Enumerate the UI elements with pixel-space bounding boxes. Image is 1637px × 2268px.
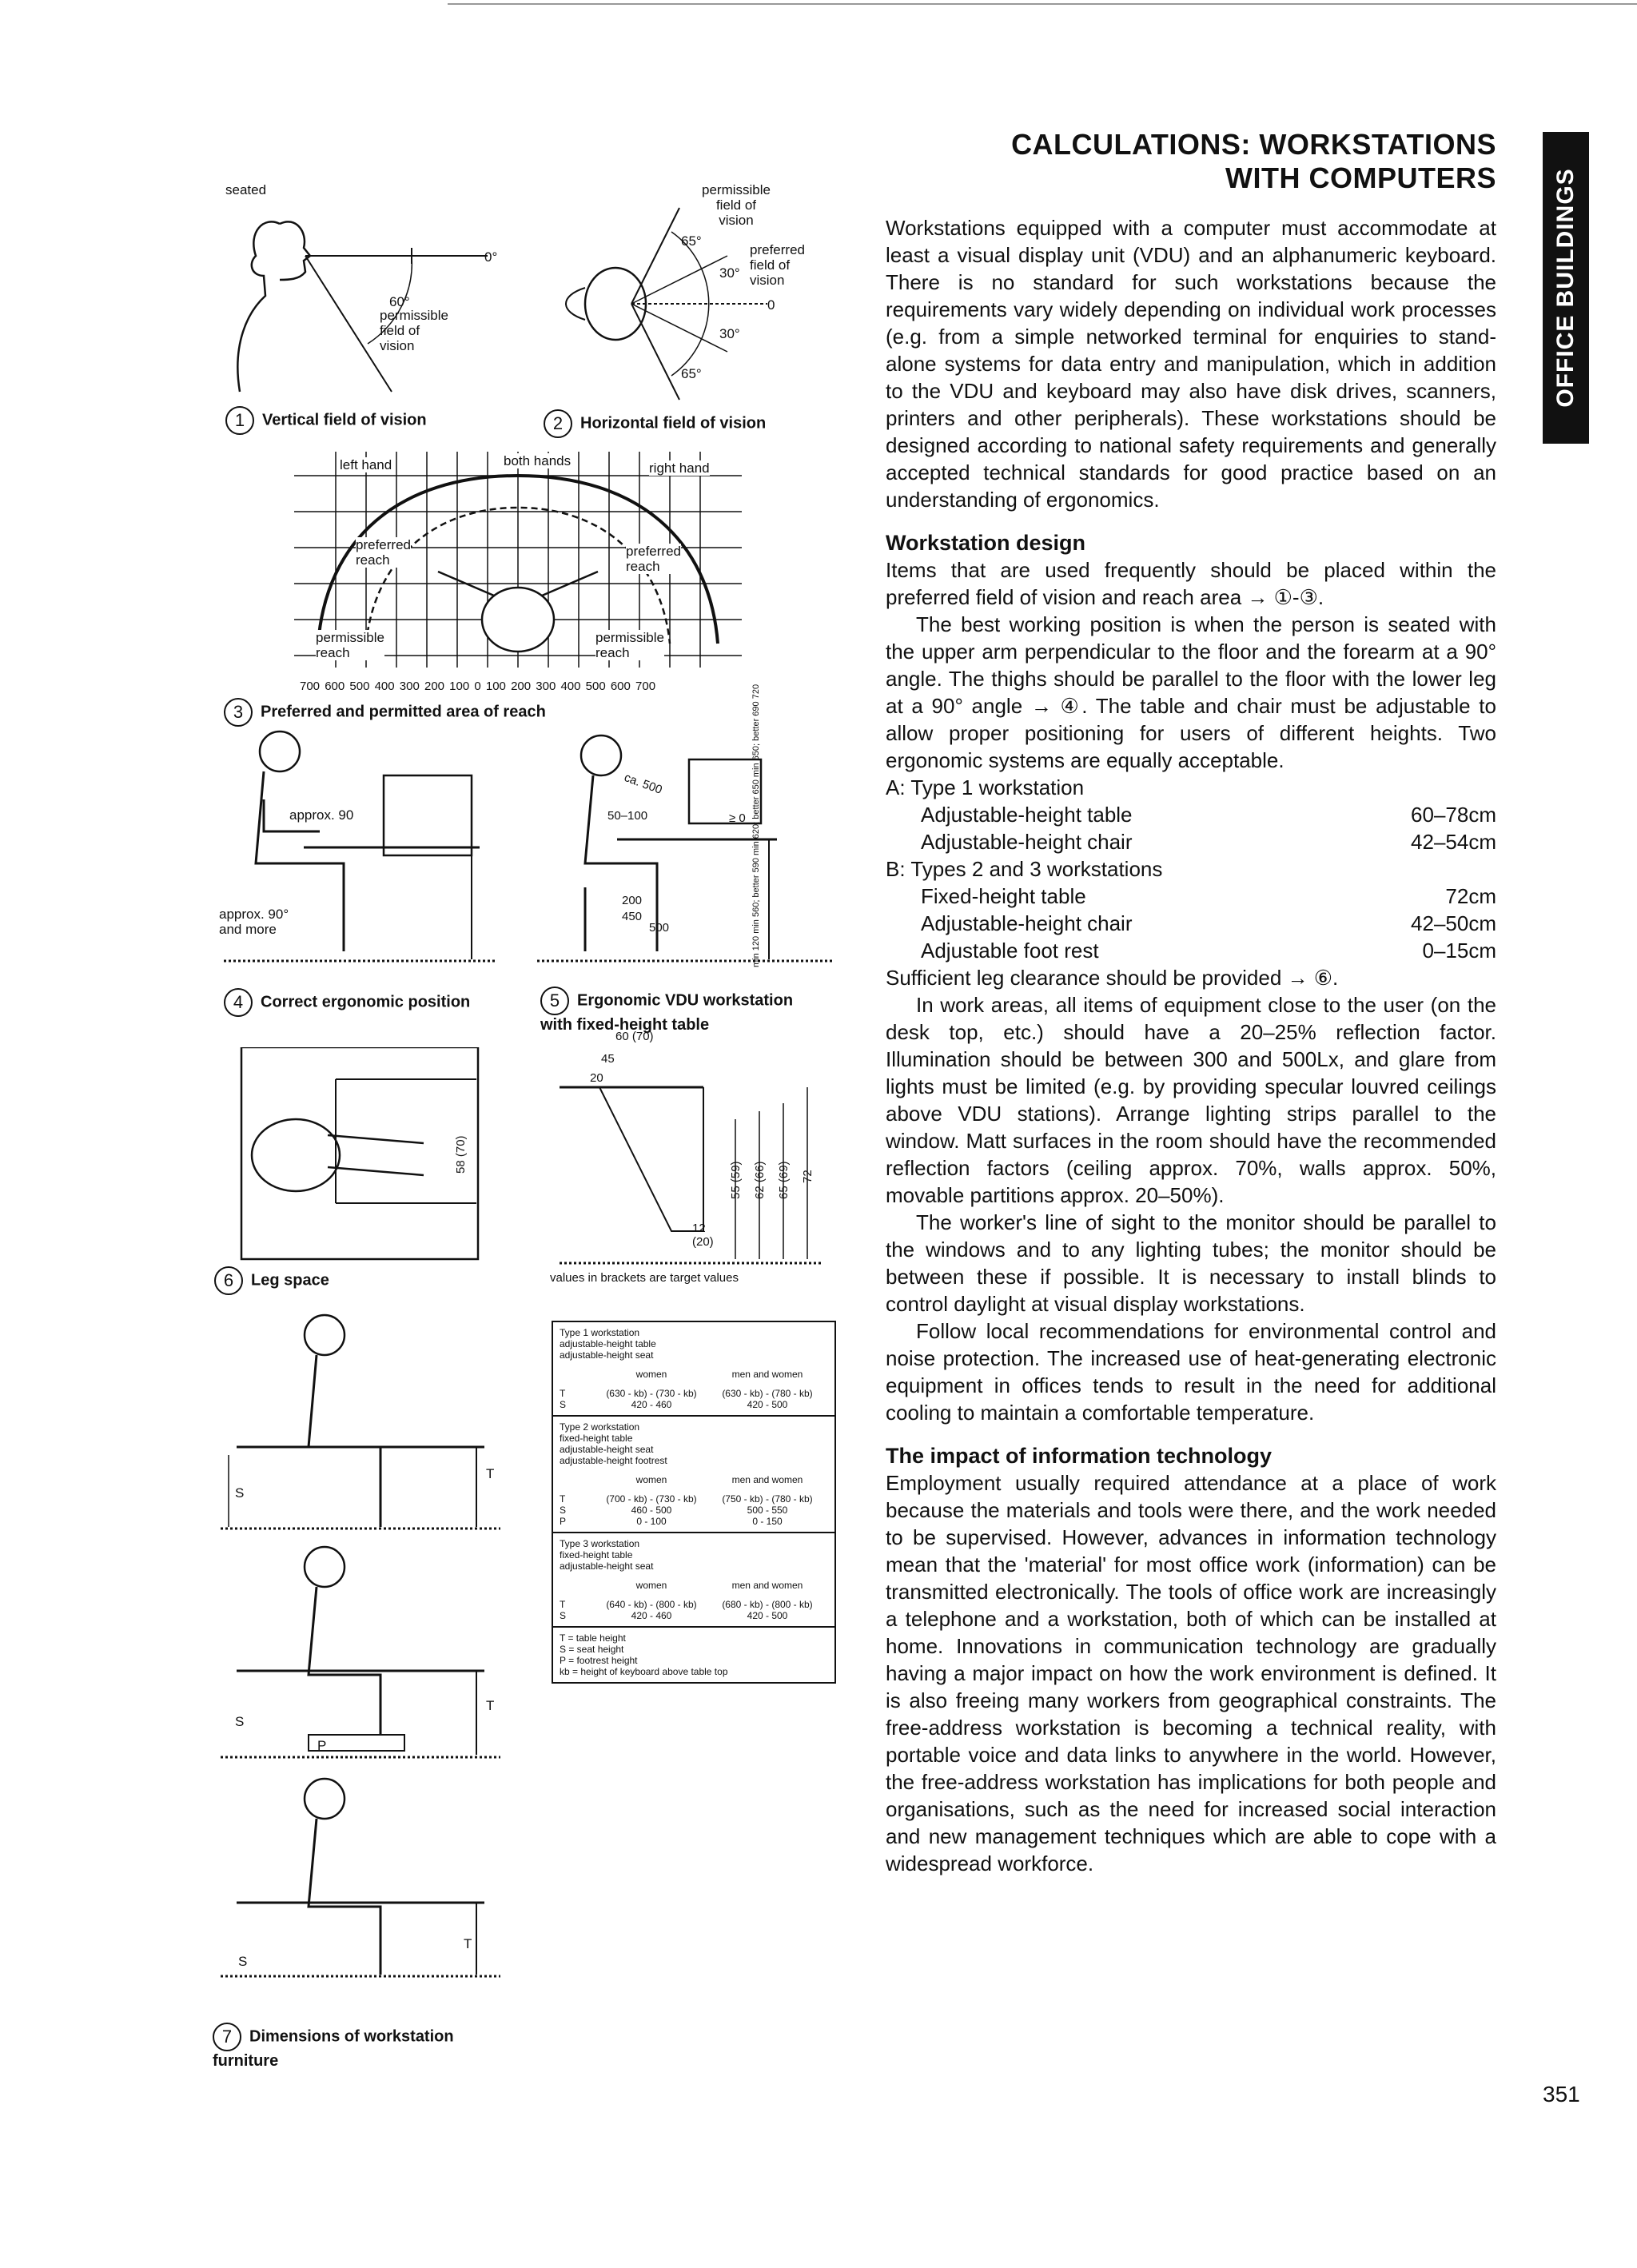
- fig5-ca500-label: ca. 500: [622, 771, 664, 797]
- table-row: S 420 - 460 420 - 500: [560, 1399, 788, 1410]
- fig1-zero-label: 0°: [484, 249, 498, 265]
- fig2-angle-65-bottom: 65°: [681, 366, 702, 381]
- fig3-permissible-left-label: permissible reach: [316, 630, 384, 660]
- spec-row: Adjustable-height table 60–78cm: [921, 803, 1496, 827]
- page-number: 351: [1543, 2082, 1580, 2107]
- article-body: [886, 214, 1496, 1877]
- fig7-s2-label: S: [235, 1714, 245, 1729]
- fig6-62-label: 62 (66): [753, 1161, 767, 1199]
- spec-row: Fixed-height table 72cm: [921, 884, 1496, 908]
- fig7-p2-label: P: [317, 1738, 327, 1753]
- fig3-preferred-left-label: preferred reach: [356, 537, 411, 568]
- fig7-t3-label: T: [464, 1936, 472, 1951]
- heading-impact: The impact of information technology: [886, 1444, 1273, 1468]
- table-legend: T = table height S = seat height P = footrest height kb = height of keyboard above table top: [560, 1632, 728, 1677]
- fig3-caption: 3 Preferred and permitted area of reach: [224, 698, 546, 727]
- fig2-zero-label: 0: [767, 297, 775, 313]
- fig6-72-label: 72: [801, 1170, 815, 1183]
- fig3-permissible-right-label: permissible reach: [595, 630, 664, 660]
- fig2-permissible-label: permissible field of vision: [702, 182, 771, 228]
- fig1-field-label: permissible field of vision: [380, 308, 448, 353]
- fig6-caption: 6 Leg space: [214, 1266, 329, 1295]
- fig5-500-label: 500: [649, 921, 670, 935]
- spec-row: Adjustable-height chair 42–50cm: [921, 911, 1496, 935]
- fig7-t2-label: T: [486, 1698, 495, 1713]
- fig7-s3-label: S: [238, 1954, 248, 1969]
- leg-paragraph: Sufficient leg clearance should be provided → ⑥.: [886, 966, 1339, 990]
- fig5-200-label: 200: [622, 894, 643, 907]
- fig1-seated-label: seated: [225, 182, 267, 197]
- table-section-type1: Type 1 workstation adjustable-height table adjustable-height seat women men and women T (630 - kb) - (730 - kb) (630 - kb) - (780 - kb) S 420 - 460 420 - 500: [553, 1322, 834, 1417]
- fig2-angle-30-bottom: 30°: [719, 326, 740, 341]
- fig6-note: values in brackets are target values: [550, 1271, 739, 1285]
- table-row: T (640 - kb) - (800 - kb) (680 - kb) - (800 - kb): [560, 1599, 813, 1610]
- heading-workstation-design: Workstation design: [886, 531, 1086, 555]
- fig1-vertical-vision-drawing: [216, 200, 512, 408]
- fig3-left-hand-label: left hand: [340, 457, 392, 472]
- fig6-58-label: 58 (70): [454, 1135, 468, 1174]
- fig3-right-hand-label: right hand: [649, 460, 710, 476]
- fig4-approx90-label: approx. 90: [289, 807, 354, 823]
- spec-row: Adjustable foot rest 0–15cm: [921, 939, 1496, 963]
- fig4-approx90-more-label: approx. 90° and more: [219, 907, 289, 937]
- fig2-angle-65-top: 65°: [681, 233, 702, 249]
- top-rule: [448, 3, 1637, 5]
- table-row: S 420 - 460 420 - 500: [560, 1610, 788, 1621]
- page-title: CALCULATIONS: WORKSTATIONS WITH COMPUTERS: [1011, 128, 1496, 194]
- intro-paragraph: Workstations equipped with a computer must accommodate at least a visual display unit (VDU) and an alphanumeric keyboard. There is no standard for such workstations because the requirements vary widely depending on individual work processes (e.g. from a simple networked terminal for enquiries to stand-alone systems for data entry and manipulation, which in addition to the VDU and keyboard may also have disk drives, scanners, printers and other peripherals). These workstations should be designed according to national safety requirements and generally accepted technical standards for good practice based on an understanding of ergonomics.: [886, 216, 1496, 512]
- table-row: P 0 - 100 0 - 150: [560, 1516, 783, 1527]
- sight-paragraph: The worker's line of sight to the monitor should be parallel to the windows and to any lighting tubes; the monitor should be between these if possible. It is necessary to install blinds to control daylight at visual display workstations.: [886, 1210, 1496, 1316]
- fig6-45-label: 45: [601, 1052, 615, 1066]
- fig5-450-label: 450: [622, 910, 643, 923]
- fig4-caption: 4 Correct ergonomic position: [224, 988, 470, 1017]
- table-row: S 460 - 500 500 - 550: [560, 1505, 788, 1516]
- fig3-preferred-right-label: preferred reach: [626, 544, 681, 574]
- fig3-scale: 700 600 500 400 300 200 100 0 100 200 300 400 500 600 700: [300, 680, 656, 693]
- fig6-leg-space-plan: [240, 1047, 480, 1263]
- follow-paragraph: Follow local recommendations for environmental control and noise protection. The increased use of heat-generating electronic equipment in offices tends to result in the need for additional cooling to maintain a comfortable temperature.: [886, 1319, 1496, 1425]
- impact-paragraph: Employment usually required attendance at a place of work because the materials and tools were there, and the work needed to be supervised. However, advances in information technology mean that the 'material' for most office work (information) can be transmitted electronically. The tools of office work are increasingly a telephone and a workstation, both of which can be installed at home. Innovations in communication technology are gradually having a major impact on how the work environment is defined. It is also freeing many workers from geographical constraints. The free-address workstation is becoming a technical reality, with portable voice and data links to anywhere in the world. However, the free-address workstation has implications for both people and organisations, such as the need for increased social interaction and new management techniques which are able to cope with a widespread workforce.: [886, 1471, 1496, 1875]
- fig7-t1-label: T: [486, 1466, 495, 1481]
- fig6-65-label: 65 (69): [777, 1161, 791, 1199]
- fig5-ge0-label: ≥ 0: [729, 811, 746, 825]
- fig5-min-labels: min 120 min 560; better 590 min 620; better 650 min 650; better 690 720: [751, 684, 761, 967]
- fig6-55-label: 55 (59): [729, 1161, 743, 1199]
- section-tab: OFFICE BUILDINGS: [1543, 132, 1589, 444]
- fig6-12-label: 12 (20): [692, 1222, 714, 1249]
- fig1-angle-label: 60°: [389, 294, 410, 309]
- spec-row: Adjustable-height chair 42–54cm: [921, 830, 1496, 854]
- fig7-caption: 7 Dimensions of workstation furniture: [213, 2023, 454, 2071]
- fig1-caption: 1 Vertical field of vision: [225, 406, 427, 435]
- fig2-preferred-label: preferred field of vision: [750, 242, 805, 288]
- spec-group-a: A: Type 1 workstation: [886, 775, 1085, 799]
- table-section-type2: Type 2 workstation fixed-height table adjustable-height seat adjustable-height footrest women men and women T (700 - kb) - (730 - kb) (750 - kb) - (780 - kb) S 460 - 500 500 - 550 P 0 - 100 0 - 150: [553, 1417, 834, 1533]
- fig7-furniture-drawings: [221, 1311, 508, 1999]
- fig5-vdu-workstation-drawing: [537, 727, 833, 967]
- table-row: T (700 - kb) - (730 - kb) (750 - kb) - (780 - kb): [560, 1493, 813, 1505]
- design-paragraph-2: The best working position is when the person is seated with the upper arm perpendicular to the floor and the forearm at a 90° angle. The thighs should be parallel to the floor with the lower leg at a 90° angle → ④. The table and chair must be adjustable to allow proper positioning for users of different heights. Two ergonomic systems are equally acceptable.: [886, 612, 1496, 772]
- table-section-type3: Type 3 workstation fixed-height table adjustable-height seat women men and women T (640 - kb) - (800 - kb) (680 - kb) - (800 - kb) S 420 - 460 420 - 500: [553, 1533, 834, 1628]
- workstation-dimensions-table: [552, 1321, 836, 1684]
- fig5-50-100-label: 50–100: [607, 809, 648, 823]
- fig2-angle-30-top: 30°: [719, 265, 740, 281]
- fig3-both-hands-label: both hands: [504, 453, 572, 468]
- fig7-s1-label: S: [235, 1485, 245, 1501]
- design-paragraph-1: Items that are used frequently should be placed within the preferred field of vision and reach area → ①-③.: [886, 558, 1496, 609]
- fig5-caption: 5 Ergonomic VDU workstation with fixed-height table: [540, 987, 793, 1034]
- table-row: T (630 - kb) - (730 - kb) (630 - kb) - (780 - kb): [560, 1388, 813, 1399]
- fig2-caption: 2 Horizontal field of vision: [544, 409, 766, 438]
- spec-group-b: B: Types 2 and 3 workstations: [886, 857, 1163, 881]
- fig6-20-label: 20: [590, 1071, 603, 1085]
- fig6-60-label: 60 (70): [615, 1030, 654, 1043]
- work-area-paragraph: In work areas, all items of equipment close to the user (on the desk top, etc.) should have a 20–25% reflection factor. Illumination should be between 300 and 500Lx, and glare from lights must be limited (e.g. by providing specular louvred ceilings above VDU stations). Arrange lighting strips parallel to the window. Matt surfaces in the room should have the recommended reflection factors (ceiling approx. 70%, walls approx. 50%, movable partitions approx. 20–50%).: [886, 993, 1496, 1207]
